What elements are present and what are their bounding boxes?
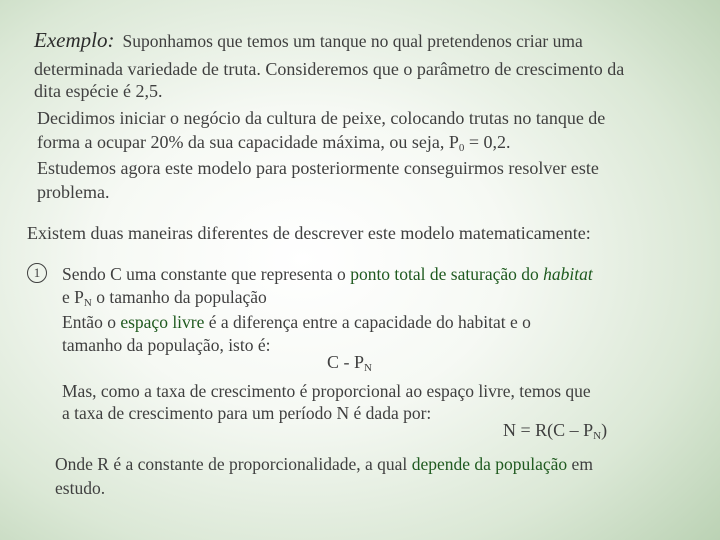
item-line-1 (62, 263, 593, 285)
pn-subscript: N (83, 297, 92, 309)
saturation-highlight: ponto total de saturação do (350, 264, 544, 284)
intro-line-7: problema. (37, 182, 110, 202)
p0-subscript: 0 (458, 142, 465, 154)
conclusion-line-1 (55, 453, 593, 475)
intro-line-1 (34, 28, 583, 53)
population-highlight: depende da população (411, 454, 568, 474)
example-title: Exemplo: (34, 28, 115, 52)
circled-number-one (27, 263, 47, 283)
item-line-3 (62, 311, 531, 333)
ways-heading: Existem duas maneiras diferentes de descrever este modelo matematicamente: (27, 223, 591, 243)
item-line-1-text: Sendo C uma constante que representa o (62, 264, 351, 284)
conclusion-text: Onde R é a constante de proporcionalidade, a qual (55, 454, 412, 474)
formula-free-space-text: C - P (327, 352, 365, 372)
item-line-2-rest: o tamanho da população (91, 287, 267, 307)
formula-growth-rate (503, 419, 607, 447)
formula-free-space (327, 351, 372, 379)
intro-line-6: Estudemos agora este modelo para posteriormente conseguirmos resolver este (37, 158, 599, 178)
item-line-3-rest: é a diferença entre a capacidade do habitat e o (204, 312, 531, 332)
intro-line-5 (37, 131, 511, 159)
conclusion-text-end: em (567, 454, 593, 474)
formula-growth-rate-subscript: N (593, 430, 602, 442)
item-line-2 (62, 286, 267, 314)
item-line-3-text: Então o (62, 312, 121, 332)
intro-text-1: Suponhamos que temos um tanque no qual pretendenos criar uma (122, 31, 583, 51)
item-line-4: tamanho da população, isto é: (62, 335, 271, 355)
circled-number-label: 1 (27, 263, 47, 283)
item-line-6: a taxa de crescimento para um período N é dada por: (62, 403, 432, 423)
item-line-5: Mas, como a taxa de crescimento é proporcional ao espaço livre, temos que (62, 381, 591, 401)
formula-growth-rate-close: ) (601, 420, 608, 440)
item-line-2-text: e P (62, 287, 84, 307)
habitat-highlight: habitat (543, 264, 593, 284)
intro-line-3: dita espécie é 2,5. (34, 81, 163, 101)
intro-line-2: determinada variedade de truta. Consideremos que o parâmetro de crescimento da (34, 59, 625, 79)
formula-growth-rate-text: N = R(C – P (503, 420, 594, 440)
intro-line-4: Decidimos iniciar o negócio da cultura de peixe, colocando trutas no tanque de (37, 108, 606, 128)
intro-line-5-value: = 0,2. (464, 132, 511, 152)
formula-free-space-subscript: N (364, 362, 372, 374)
conclusion-line-2: estudo. (55, 478, 106, 498)
intro-line-5-text: forma a ocupar 20% da sua capacidade máxima, ou seja, P (37, 132, 459, 152)
free-space-highlight: espaço livre (120, 312, 205, 332)
